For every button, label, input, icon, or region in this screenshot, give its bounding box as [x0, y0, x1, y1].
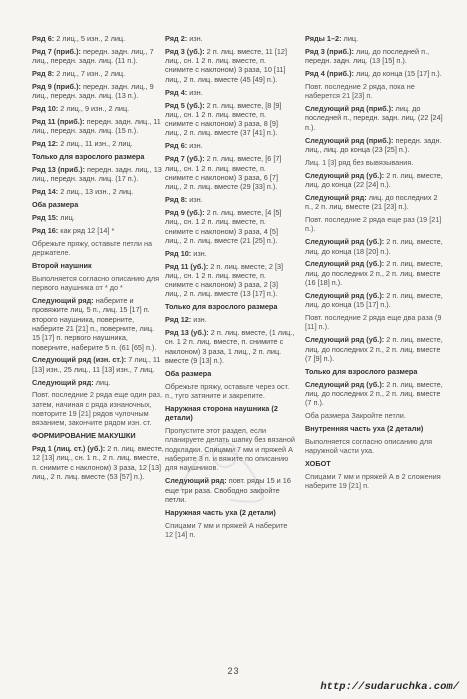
row-text: лиц. до последней п., передн. задн. лиц. (22 [24] п.). [305, 104, 443, 132]
instruction-row [165, 262, 295, 299]
row-text: 2 лиц., 5 изн., 2 лиц. [54, 34, 126, 43]
row-label: Ряд 1 (лиц. ст.) (уб.): [32, 444, 106, 454]
row-text: 2 п. лиц. вместе, [4 [5] лиц., сн. 1 2 п. лиц. вместе, п. снимите с наклоном) 3 раза, 4 [5] лиц., 2 п. лиц. вместе (21 [25] п.). [165, 207, 282, 245]
instruction-row [32, 104, 164, 113]
section-heading: ФОРМИРОВАНИЕ МАКУШКИ [32, 431, 136, 441]
row-text: лиц. [341, 34, 359, 43]
row-text: изн. [187, 195, 203, 205]
row-label: Следующий ряд (уб.): [305, 335, 385, 345]
row-text: 2 п. лиц. вместе, лиц. до последних 2 п., 2 п. лиц. вместе (7 п.). [305, 379, 443, 408]
row-label: Ряд 6: [165, 141, 188, 151]
row-text: повт. ряды 15 и 16 еще три раза. Свободно закройте петли. [165, 476, 291, 504]
row-text: 2 лиц., 9 изн., 2 лиц. [58, 104, 130, 114]
row-text: передн. задн. лиц., 11 лиц., передн. задн. лиц. (15 п.). [32, 117, 161, 136]
instruction-row [165, 195, 295, 204]
instruction-row [32, 187, 164, 196]
instruction-row [165, 101, 295, 138]
row-text: 2 п. лиц. вместе, [6 [7] лиц., сн. 1 2 п. лиц. вместе, п. снимите с наклоном) 3 раза, 6 [7] лиц., 2 п. лиц. вместе (29 [33] п.). [165, 154, 282, 192]
section-heading: Оба размера [165, 368, 212, 378]
instruction-row [165, 208, 295, 245]
instruction-row [32, 47, 164, 66]
row-text: 2 п. лиц. вместе, лиц. до последних 2 п., 2 п. лиц. вместе (16 [18] п.). [305, 259, 443, 288]
row-label: Ряд 4 (приб.): [305, 69, 354, 79]
instruction-row [305, 291, 443, 310]
instruction-note: Лиц. 1 [3] ряд без вывязывания. [305, 157, 414, 167]
row-label: Ряд 13 (уб.): [165, 328, 209, 338]
instruction-row [305, 47, 443, 66]
row-text: 2 лиц., 13 изн., 2 лиц. [58, 187, 134, 197]
row-label: Следующий ряд (изн. ст.): [32, 355, 127, 365]
instruction-row [305, 104, 443, 132]
row-label: Ряд 10: [32, 104, 59, 114]
row-text: 2 п. лиц. вместе, 2 [3] лиц., сн. 1 2 п. лиц. вместе, п. снимите с наклоном) 3 раза, 2 [3] лиц., 2 п. лиц. вместе (13 [17] п.). [165, 261, 284, 299]
row-label: Ряд 8: [165, 195, 188, 205]
instruction-row [32, 296, 164, 352]
instruction-note: Повт. последние 2 ряда еще два раза (9 [11] п.). [305, 313, 442, 332]
row-label: Ряд 6: [32, 34, 55, 43]
row-text: изн. [191, 315, 207, 325]
site-url[interactable]: http://sudaruchka.com/ [320, 681, 459, 693]
instruction-note: Спицами 7 мм и пряжей А наберите 12 [14] п. [165, 520, 288, 539]
row-text: 2 п. лиц. вместе, [8 [9] лиц., сн. 1 2 п. лиц. вместе, п. снимите с наклоном) 3 раза, 8 [9] лиц., 2 п. лиц. вместе (37 [41] п.). [165, 100, 282, 138]
instruction-note: Выполняется согласно описанию для первого наушника от * до * [32, 273, 160, 293]
row-text: изн. [191, 248, 207, 258]
instruction-row [165, 88, 295, 97]
section-heading: Наружная сторона наушника (2 детали) [165, 404, 278, 423]
row-label: Ряд 7 (приб.): [32, 46, 81, 56]
instruction-row [305, 34, 443, 43]
row-text: 2 п. лиц. вместе, лиц. до конца (22 [24] п.). [305, 170, 443, 190]
instruction-row [305, 69, 443, 78]
row-label: Следующий ряд: [32, 377, 94, 387]
section-heading: Только для взрослого размера [32, 152, 145, 162]
row-label: Ряд 14: [32, 187, 59, 197]
row-label: Следующий ряд: [305, 192, 367, 202]
text-column-1 [32, 34, 164, 485]
row-label: Следующий ряд (уб.): [305, 170, 385, 180]
text-column-2 [165, 34, 295, 543]
instruction-row [32, 213, 164, 222]
row-label: Ряд 7 (уб.): [165, 154, 205, 164]
instruction-row [32, 117, 164, 136]
row-text: передн. задн. лиц., 7 лиц., передн. задн. лиц. (11 п.). [32, 46, 154, 66]
instruction-row [165, 47, 295, 84]
row-label: Ряд 2: [165, 34, 188, 43]
row-label: Следующий ряд (приб.): [305, 104, 394, 114]
row-label: Ряд 11 (приб.): [32, 117, 85, 127]
instruction-row [165, 328, 295, 365]
row-label: Следующий ряд (уб.): [305, 259, 385, 269]
instruction-row [305, 380, 443, 408]
row-label: Следующий ряд (уб.): [305, 237, 385, 247]
section-heading: Внутренняя часть уха (2 детали) [305, 424, 424, 434]
row-text: изн. [187, 141, 203, 151]
instruction-note: Повт. последние 2 ряда еще раз (19 [21] п.). [305, 215, 442, 234]
row-label: Следующий ряд: [165, 476, 227, 486]
row-label: Ряд 9 (уб.): [165, 207, 205, 217]
row-text: 2 п. лиц. вместе, 11 [12] лиц., сн. 1 2 п. лиц. вместе, п. снимите с наклоном) 3 раза, 10 [11] лиц., 2 п. лиц. вместе (45 [49] п.). [165, 46, 288, 84]
row-text: 2 п. лиц. вместе, лиц. до конца (15 [17] п.). [305, 290, 443, 310]
row-text: лиц. до конца (15 [17] п.). [353, 69, 442, 79]
instruction-row [32, 355, 164, 374]
row-text: 2 п. лиц. вместе, 12 [13] лиц., сн. 1 п., 2 п. лиц. вместе, п. снимите с наклоном) 3 раза, 12 [13] лиц., 2 п. лиц. вместе (53 [57] п.). [32, 444, 164, 482]
instruction-row [32, 34, 164, 43]
instruction-row [32, 226, 164, 235]
row-label: Следующий ряд (уб.): [305, 290, 385, 300]
row-label: Следующий ряд: [32, 296, 94, 306]
instruction-row [305, 335, 443, 363]
row-label: Ряд 15: [32, 212, 59, 222]
row-label: Ряд 4: [165, 87, 188, 97]
instruction-note: Обрежьте пряжу, оставьте через ост. п., туго затяните и закрепите. [165, 381, 290, 401]
row-label: Ряд 16: [32, 225, 59, 235]
instruction-row [165, 315, 295, 324]
row-text: изн. [187, 87, 203, 97]
instruction-row [305, 171, 443, 190]
instruction-row [32, 165, 164, 184]
instruction-row [165, 476, 295, 504]
page-number: 23 [227, 666, 240, 676]
row-label: Ряды 1–2: [305, 34, 342, 43]
row-text: как ряд 12 [14] * [58, 225, 115, 235]
row-label: Ряд 11 (уб.): [165, 261, 209, 271]
row-text: лиц. до последней п., передн. задн. лиц. (13 [15] п.). [305, 46, 430, 66]
instruction-note: Пропустите этот раздел, если планируете делать шапку без вязаной подкладки. Спицами 7 мм и пряжей А наберите 3 п. и вяжите по описанию для наушников. [165, 426, 295, 473]
row-label: Ряд 5 (уб.): [165, 100, 205, 110]
instruction-note: Повт. последние 2 ряда еще один раз, затем, начиная с ряда изнаночных, повторите 19 [21] рядов чулочным вязанием, закончите рядом изн. ст. [32, 390, 162, 428]
section-heading: Только для взрослого размера [165, 302, 278, 312]
row-text: лиц. до последних 2 п., 2 п. лиц. вместе (21 [23] п.). [305, 192, 438, 212]
row-label: Ряд 9 (приб.): [32, 81, 81, 91]
row-text: передн. задн. лиц., лиц. до конца (23 [25] п.). [305, 135, 442, 154]
row-text: лиц. [93, 377, 111, 387]
section-heading: Оба размера [32, 200, 79, 210]
instruction-note: Обрежьте пряжу, оставьте петли на держателе. [32, 238, 153, 258]
instruction-row [165, 141, 295, 150]
section-heading: ХОБОТ [305, 459, 331, 469]
instruction-row [305, 193, 443, 212]
row-text: передн. задн. лиц., 9 лиц., передн. задн. лиц. (13 п.). [32, 81, 154, 101]
row-label: Ряд 3 (уб.): [165, 46, 205, 56]
instruction-row [32, 139, 164, 148]
row-label: Следующий ряд (уб.): [305, 379, 385, 389]
row-label: Следующий ряд (приб.): [305, 135, 394, 145]
section-heading: Только для взрослого размера [305, 366, 418, 376]
row-text: 2 лиц., 7 изн., 2 лиц. [54, 69, 126, 79]
instruction-row [165, 249, 295, 258]
row-text: наберите и провяжите лиц. 5 п., лиц. 15 [17] п. второго наушника, поверните, наберите 21 [21] п., поверните, лиц. 15 [17] п. первого наушника, поверните, наберите 5 п. (61 [65] п.). [32, 296, 157, 352]
row-text: 2 лиц., 11 изн., 2 лиц. [58, 139, 133, 149]
row-text: 2 п. лиц. вместе, лиц. до конца (18 [20] п.). [305, 237, 443, 256]
row-text: 2 п. лиц. вместе, (1 лиц., сн. 1 2 п. лиц. вместе, п. снимите с наклоном) 3 раза, 1 лиц., 2 п. лиц. вместе (9 [13] п.). [165, 328, 295, 366]
instruction-row [305, 237, 443, 256]
row-text: 2 п. лиц. вместе, лиц. до последних 2 п., 2 п. лиц. вместе (7 [9] п.). [305, 335, 443, 363]
text-column-3 [305, 34, 443, 494]
row-label: Ряд 13 (приб.): [32, 165, 86, 175]
row-label: Ряд 3 (приб.): [305, 46, 354, 56]
instruction-row [165, 154, 295, 191]
instruction-row [32, 82, 164, 101]
row-label: Ряд 12: [32, 139, 59, 149]
row-label: Ряд 8: [32, 69, 55, 79]
row-text: 7 лиц., 11 [13] изн., 25 лиц., 11 [13] изн., 7 лиц. [32, 355, 161, 374]
section-heading: Наружная часть уха (2 детали) [165, 507, 276, 517]
instruction-row [32, 444, 164, 481]
row-text: лиц. [58, 212, 75, 222]
instruction-note: Повт. последние 2 ряда, пока не наберется 21 [23] п. [305, 81, 415, 101]
instruction-row [32, 378, 164, 387]
instruction-row [305, 136, 443, 155]
instruction-note: Оба размера Закройте петли. [305, 411, 406, 421]
section-heading: Второй наушник [32, 260, 92, 270]
row-text: передн. задн. лиц., 13 лиц., передн. задн. лиц. (17 п.). [32, 165, 162, 184]
instruction-note: Спицами 7 мм и пряжей А в 2 сложения наберите 19 [21] п. [305, 472, 441, 491]
row-text: изн. [187, 34, 203, 43]
instruction-row [165, 34, 295, 43]
row-label: Ряд 10: [165, 248, 192, 258]
instruction-note: Выполняется согласно описанию для наружной части уха. [305, 436, 433, 456]
instruction-row [305, 259, 443, 287]
instruction-row [32, 69, 164, 78]
row-label: Ряд 12: [165, 315, 192, 325]
